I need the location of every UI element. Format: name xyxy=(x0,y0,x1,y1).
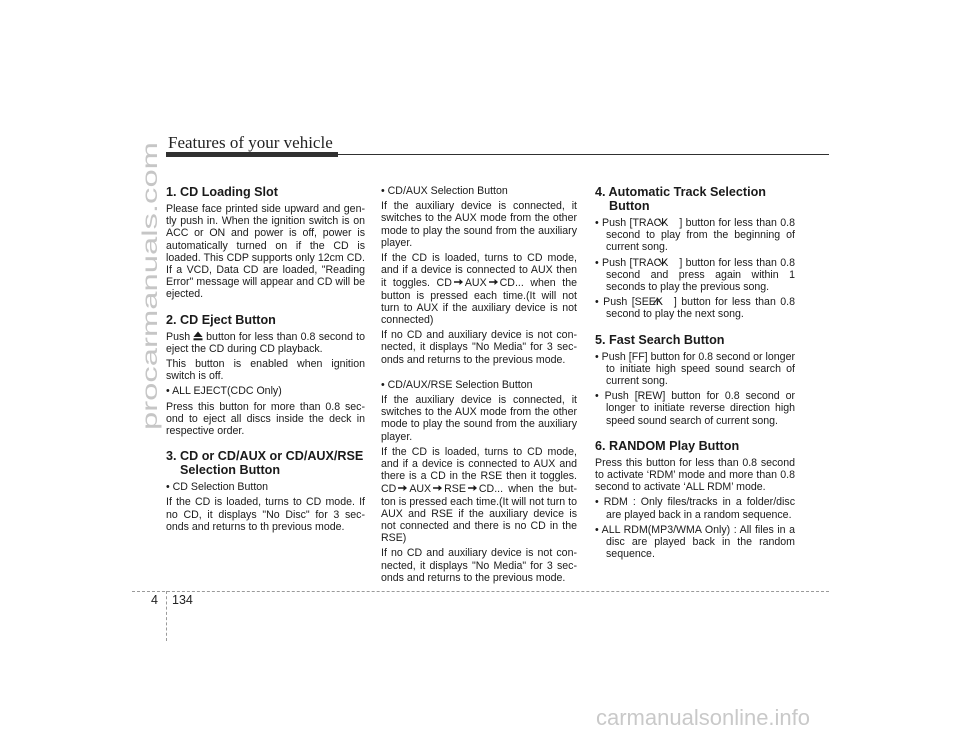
paragraph: If the auxiliary device is connected, it switches to the AUX mode from the other mode to play the sound from the auxiliary player. xyxy=(381,394,577,443)
spacer xyxy=(381,369,577,379)
paragraph: This button is enabled when ignition switch is off. xyxy=(166,358,365,383)
bullet-item: • CD/AUX Selection Button xyxy=(381,185,508,197)
section-heading-fast-search: 5. Fast Search Button xyxy=(595,332,725,347)
bullet-item: • ALL RDM(MP3/WMA Only) : All files in a disc are played back in the random sequence. xyxy=(595,523,795,561)
section-heading-cd-loading-slot: 1. CD Loading Slot xyxy=(166,185,278,199)
footer-rule xyxy=(132,591,829,592)
paragraph: If no CD and auxiliary device is not con-nected, it displays "No Media" for 3 sec-onds and returns to the previous mode. xyxy=(381,547,577,584)
text-column-3 xyxy=(595,185,795,563)
section-heading-cd-eject: 2. CD Eject Button xyxy=(166,312,276,327)
header-rule xyxy=(338,154,829,155)
chevron-down-icon xyxy=(669,257,678,265)
bullet-item: • Push [TRACK ] button for less than 0.8 second and press again within 1 seconds to play the previous song. xyxy=(595,256,795,294)
bullet-item: • CD/AUX/RSE Selection Button xyxy=(381,378,533,391)
side-watermark xyxy=(139,140,163,430)
bullet-item: • RDM : Only files/tracks in a folder/disc are played back in a random sequence. xyxy=(595,496,795,521)
paragraph: Please face printed side upward and gen-tly push in. When the ignition switch is on ACC or ON and power is off, power is automatically turned on if the CD is loaded. This CDP supports only 12cm CD. If a VCD, Data CD are loaded, "Reading Error" message will appear and CD will be ejected. xyxy=(166,203,365,301)
arrow-right-icon xyxy=(398,482,407,488)
bullet-item: • CD Selection Button xyxy=(166,481,269,494)
chevron-down-icon xyxy=(669,217,678,225)
paragraph: If the CD is loaded, turns to CD mode, and if a device is connected to AUX then it toggles. CD AUX CD... when the button is pressed each time.(It will not turn to AUX if the auxiliary device is not connected) xyxy=(381,252,577,327)
header-bar xyxy=(166,152,338,157)
bullet-item: • ALL EJECT(CDC Only) xyxy=(166,385,282,398)
footer-divider xyxy=(166,591,167,641)
arrow-right-icon xyxy=(489,276,498,282)
section-heading-random-play: 6. RANDOM Play Button xyxy=(595,438,740,453)
page-number: 134 xyxy=(172,593,193,607)
bottom-watermark: carmanualsonline.info xyxy=(596,705,811,730)
chevron-up-icon xyxy=(664,296,673,304)
page-header-title: Features of your vehicle xyxy=(168,133,333,152)
section-heading-cd-aux-selection: 3. CD or CD/AUX or CD/AUX/RSE Selection Button xyxy=(166,449,364,478)
paragraph: If no CD and auxiliary device is not con-nected, it displays "No Media" for 3 sec-onds and returns to the previous mode. xyxy=(381,329,577,366)
bullet-item: • Push [SEEK ] button for less than 0.8 second to play the next song. xyxy=(595,296,795,321)
section-heading-track-selection: 4. Automatic Track Selection Button xyxy=(595,185,767,213)
arrow-right-icon xyxy=(454,276,463,282)
paragraph: Press this button for more than 0.8 sec-ond to eject all discs inside the deck in respective order. xyxy=(166,400,365,438)
bullet-item: • Push [TRACK ] button for less than 0.8 second to play from the beginning of current song. xyxy=(595,217,795,254)
bullet-item: • Push [REW] button for 0.8 second or longer to initiate reverse direction high speed sound search of current song. xyxy=(595,390,795,427)
arrow-right-icon xyxy=(433,482,442,488)
text-column-1 xyxy=(166,185,365,536)
paragraph: If the CD is loaded, turns to CD mode, and if a device is connected to AUX and there is a CD in the RSE then it toggles. CD AUX RSE CD... when the but-ton is pressed each time.(It will not turn to AUX and RSE if the auxiliary device is not connected and there is no CD in the RSE) xyxy=(381,445,577,545)
eject-icon xyxy=(193,331,203,341)
bullet-item: • Push [FF] button for 0.8 second or longer to initiate high speed sound search of current song. xyxy=(595,350,795,388)
arrow-right-icon xyxy=(468,482,477,488)
paragraph: Press this button for less than 0.8 second to activate ‘RDM’ mode and more than 0.8 second to activate ‘ALL RDM’ mode. xyxy=(595,456,795,494)
paragraph: Push button for less than 0.8 second to eject the CD during CD playback. xyxy=(166,330,365,355)
side-watermark-text: procarmanuals.com xyxy=(139,245,162,430)
text-column-2 xyxy=(381,185,577,587)
chapter-number: 4 xyxy=(151,593,158,607)
paragraph: If the auxiliary device is connected, it switches to the AUX mode from the other mode to play the sound from the auxiliary player. xyxy=(381,200,577,249)
paragraph: If the CD is loaded, turns to CD mode. If no CD, it displays "No Disc" for 3 sec-onds and returns to th previous mode. xyxy=(166,496,365,533)
